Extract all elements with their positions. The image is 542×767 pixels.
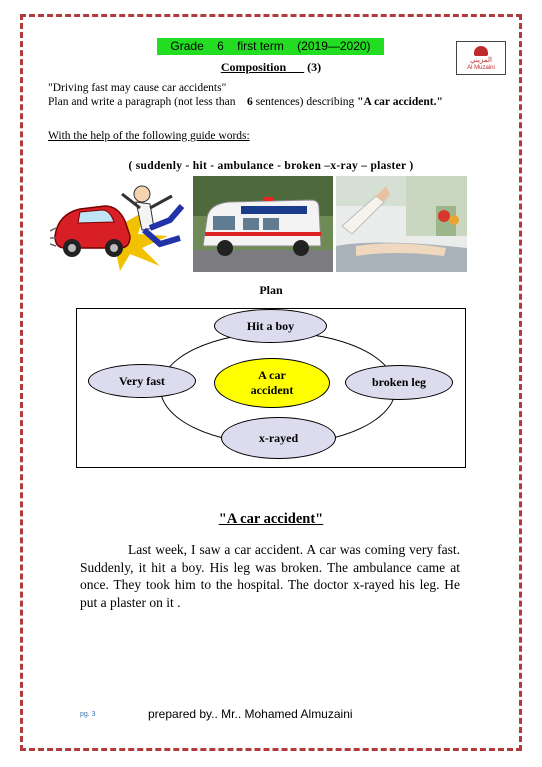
composition-label: Composition [220,60,287,74]
logo-icon [474,46,488,56]
term-label: first term [237,39,284,53]
year-label: (2019—2020) [297,39,371,53]
plan-node-right: broken leg [345,365,453,400]
page-number: pg. 3 [80,711,96,718]
plan-node-top: Hit a boy [214,309,327,343]
composition-title [0,60,542,75]
plan-center-line2: accident [250,383,294,397]
logo-latin-text: Al Muzaini [467,65,495,71]
plaster-leg-photo [336,176,467,272]
guide-words: ( suddenly - hit - ambulance - broken –x-ray – plaster ) [128,160,414,172]
author-credit: prepared by.. Mr.. Mohamed Almuzaini [148,707,353,721]
ambulance-photo [193,176,333,272]
composition-number: (3) [307,60,322,74]
plan-center-node [214,358,330,408]
prompt-topic: "A car accident." [357,96,443,108]
plan-label: Plan [259,283,283,297]
prompt-instructions [48,96,443,108]
plan-diagram [76,308,466,468]
prompt-count: 6 [246,96,253,108]
prompt-quote: "Driving fast may cause car accidents" [48,82,227,94]
guide-title: With the help of the following guide words: [48,130,250,142]
grade-label: Grade [170,39,204,53]
essay-body: Last week, I saw a car accident. A car was coming very fast. Suddenly, it hit a boy. His leg was broken. The ambulance came at once. They took him to the hospital. The doctor x-rayed his leg. He put a plaster on it . [80,542,460,610]
plan-node-bottom: x-rayed [221,417,336,459]
grade-header [157,38,384,55]
plan-center-line1: A car [258,368,286,382]
car-accident-illustration [50,176,190,272]
grade-number: 6 [217,39,224,53]
essay-title: "A car accident" [218,511,324,527]
logo-arabic-text: المزيني [470,57,492,64]
prompt-text-2: sentences) describing [255,96,355,108]
prompt-text-1: Plan and write a paragraph (not less than [48,96,236,108]
plan-node-left: Very fast [88,364,196,398]
